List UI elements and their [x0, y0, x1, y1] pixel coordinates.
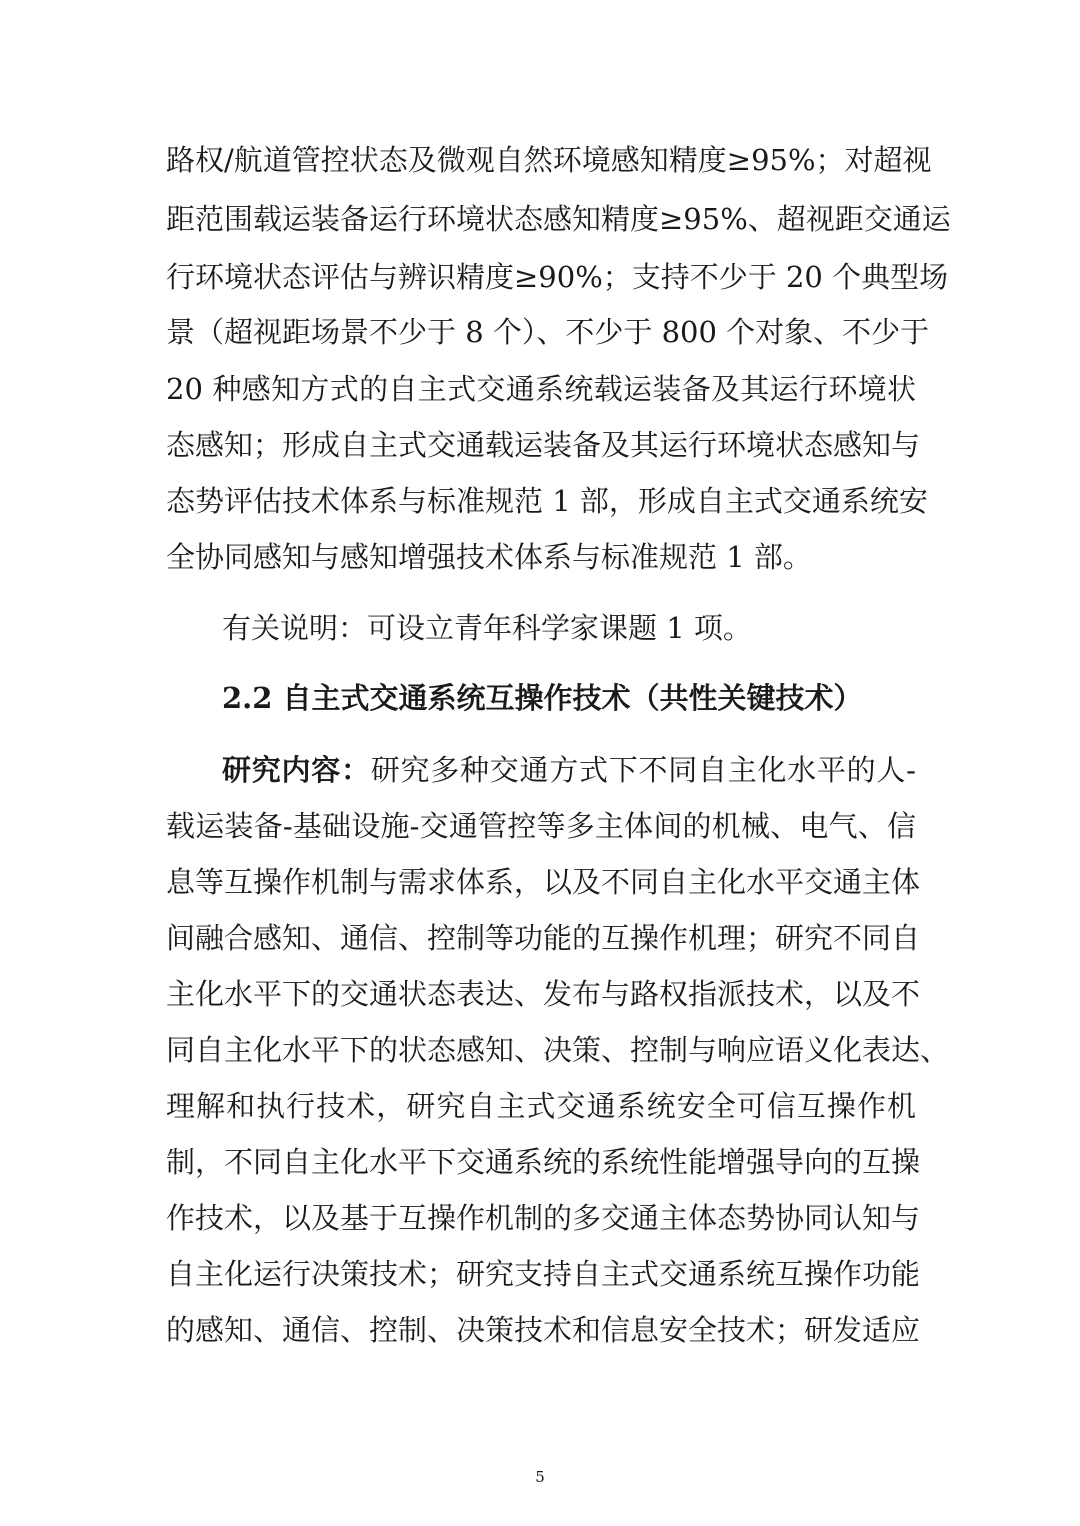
body-text-line: 制，不同自主化水平下交通系统的系统性能增强导向的互操 [166, 1145, 921, 1179]
body-text-line: 路权/航道管控状态及微观自然环境感知精度≥95%；对超视 [166, 143, 932, 177]
body-text-line: 行环境状态评估与辨识精度≥90%；支持不少于 20 个典型场 [166, 260, 949, 294]
body-text-line: 息等互操作机制与需求体系，以及不同自主化水平交通主体 [166, 865, 921, 899]
page-number: 5 [535, 1468, 545, 1486]
body-text-line: 作技术，以及基于互操作机制的多交通主体态势协同认知与 [166, 1201, 921, 1235]
research-content-label: 研究内容： [222, 753, 371, 787]
body-text-line: 全协同感知与感知增强技术体系与标准规范 1 部。 [166, 540, 812, 574]
body-text-line: 距范围载运装备运行环境状态感知精度≥95%、超视距交通运 [166, 202, 951, 236]
body-text-line: 理解和执行技术，研究自主式交通系统安全可信互操作机 [166, 1089, 916, 1123]
body-text-line: 载运装备-基础设施-交通管控等多主体间的机械、电气、信 [166, 809, 916, 843]
research-content-lead [222, 750, 916, 790]
body-text-line: 同自主化水平下的状态感知、决策、控制与响应语义化表达、 [166, 1033, 950, 1067]
body-text-line: 20 种感知方式的自主式交通系统载运装备及其运行环境状 [166, 372, 916, 406]
research-content-first-line: 研究多种交通方式下不同自主化水平的人- [370, 753, 916, 787]
note-paragraph: 有关说明：可设立青年科学家课题 1 项。 [222, 611, 752, 645]
section-heading: 2.2 自主式交通系统互操作技术（共性关键技术） [222, 681, 863, 715]
body-text-line: 主化水平下的交通状态表达、发布与路权指派技术，以及不 [166, 977, 921, 1011]
body-text-line: 的感知、通信、控制、决策技术和信息安全技术；研发适应 [166, 1313, 921, 1347]
body-text-line: 景（超视距场景不少于 8 个）、不少于 800 个对象、不少于 [166, 315, 930, 349]
body-text-line: 间融合感知、通信、控制等功能的互操作机理；研究不同自 [166, 921, 921, 955]
body-text-line: 态势评估技术体系与标准规范 1 部，形成自主式交通系统安 [166, 484, 928, 518]
body-text-line: 自主化运行决策技术；研究支持自主式交通系统互操作功能 [166, 1257, 921, 1291]
body-text-line: 态感知；形成自主式交通载运装备及其运行环境状态感知与 [166, 428, 921, 462]
